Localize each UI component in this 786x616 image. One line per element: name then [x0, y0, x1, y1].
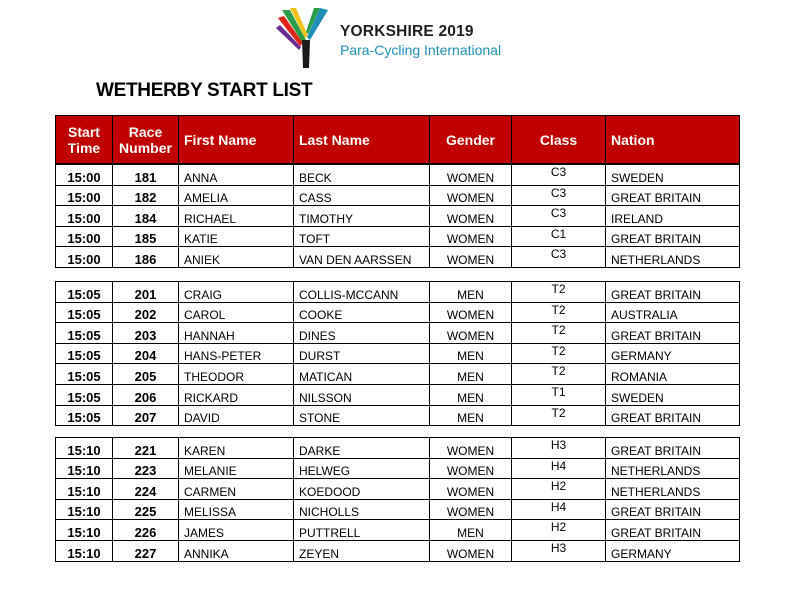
nation-cell: AUSTRALIA: [606, 302, 740, 323]
start-group-1500: [55, 164, 740, 268]
gender-cell: MEN: [430, 282, 512, 303]
start-time-cell: 15:10: [56, 479, 113, 500]
start-time-cell: 15:10: [56, 520, 113, 541]
start-time-cell: 15:10: [56, 499, 113, 520]
class-cell: C1: [512, 226, 606, 247]
table-row: [56, 323, 740, 344]
first-name-cell: ANNA: [179, 165, 294, 186]
first-name-cell: ANIEK: [179, 247, 294, 268]
nation-cell: IRELAND: [606, 206, 740, 227]
table-row: [56, 343, 740, 364]
gender-cell: WOMEN: [430, 302, 512, 323]
col-gender: Gender: [430, 116, 512, 164]
race-number-cell: 182: [113, 185, 179, 206]
class-cell: T2: [512, 364, 606, 385]
race-number-cell: 206: [113, 384, 179, 405]
gender-cell: WOMEN: [430, 165, 512, 186]
first-name-cell: KAREN: [179, 438, 294, 459]
col-start-time: [56, 116, 113, 164]
last-name-cell: DINES: [294, 323, 430, 344]
col-start-time-line1: Start: [68, 123, 100, 140]
start-time-cell: 15:10: [56, 438, 113, 459]
last-name-cell: CASS: [294, 185, 430, 206]
gender-cell: WOMEN: [430, 247, 512, 268]
first-name-cell: DAVID: [179, 405, 294, 426]
logo-title: YORKSHIRE 2019: [340, 23, 474, 40]
nation-cell: GREAT BRITAIN: [606, 323, 740, 344]
start-group-1505: [55, 281, 740, 426]
table-row: [56, 226, 740, 247]
race-number-cell: 207: [113, 405, 179, 426]
class-cell: C3: [512, 165, 606, 186]
start-time-cell: 15:05: [56, 364, 113, 385]
gender-cell: WOMEN: [430, 458, 512, 479]
first-name-cell: ANNIKA: [179, 540, 294, 561]
start-time-cell: 15:10: [56, 458, 113, 479]
nation-cell: GREAT BRITAIN: [606, 438, 740, 459]
first-name-cell: HANNAH: [179, 323, 294, 344]
nation-cell: GREAT BRITAIN: [606, 405, 740, 426]
race-number-cell: 181: [113, 165, 179, 186]
race-number-cell: 205: [113, 364, 179, 385]
race-number-cell: 204: [113, 343, 179, 364]
table-row: [56, 247, 740, 268]
race-number-cell: 203: [113, 323, 179, 344]
race-number-cell: 184: [113, 206, 179, 227]
table-row: [56, 540, 740, 561]
table-row: [56, 479, 740, 500]
class-cell: H4: [512, 458, 606, 479]
race-number-cell: 185: [113, 226, 179, 247]
nation-cell: GERMANY: [606, 540, 740, 561]
nation-cell: GREAT BRITAIN: [606, 226, 740, 247]
first-name-cell: MELISSA: [179, 499, 294, 520]
class-cell: H2: [512, 479, 606, 500]
col-start-time-line2: Time: [67, 139, 101, 156]
table-row: [56, 499, 740, 520]
nation-cell: NETHERLANDS: [606, 247, 740, 268]
nation-cell: NETHERLANDS: [606, 458, 740, 479]
last-name-cell: DARKE: [294, 438, 430, 459]
class-cell: H2: [512, 520, 606, 541]
gender-cell: WOMEN: [430, 540, 512, 561]
table-row: [56, 206, 740, 227]
last-name-cell: ZEYEN: [294, 540, 430, 561]
first-name-cell: MELANIE: [179, 458, 294, 479]
last-name-cell: TIMOTHY: [294, 206, 430, 227]
last-name-cell: COLLIS-MCCANN: [294, 282, 430, 303]
class-cell: T2: [512, 282, 606, 303]
table-row: [56, 282, 740, 303]
start-time-cell: 15:00: [56, 165, 113, 186]
gender-cell: WOMEN: [430, 226, 512, 247]
nation-cell: SWEDEN: [606, 384, 740, 405]
first-name-cell: CRAIG: [179, 282, 294, 303]
table-row: [56, 165, 740, 186]
last-name-cell: TOFT: [294, 226, 430, 247]
table-row: [56, 458, 740, 479]
class-cell: H3: [512, 540, 606, 561]
first-name-cell: RICKARD: [179, 384, 294, 405]
gender-cell: MEN: [430, 364, 512, 385]
table-row: [56, 438, 740, 459]
last-name-cell: VAN DEN AARSSEN: [294, 247, 430, 268]
start-time-cell: 15:00: [56, 185, 113, 206]
start-time-cell: 15:05: [56, 405, 113, 426]
first-name-cell: KATIE: [179, 226, 294, 247]
logo-subtitle: Para-Cycling International: [340, 42, 502, 58]
first-name-cell: CAROL: [179, 302, 294, 323]
table-row: [56, 384, 740, 405]
race-number-cell: 201: [113, 282, 179, 303]
last-name-cell: MATICAN: [294, 364, 430, 385]
event-logo: [276, 6, 520, 70]
col-first-name: First Name: [179, 116, 294, 164]
start-time-cell: 15:05: [56, 343, 113, 364]
gender-cell: WOMEN: [430, 499, 512, 520]
page-title: WETHERBY START LIST: [96, 80, 313, 101]
nation-cell: SWEDEN: [606, 165, 740, 186]
start-time-cell: 15:10: [56, 540, 113, 561]
start-list-header: [55, 115, 740, 164]
last-name-cell: COOKE: [294, 302, 430, 323]
class-cell: T2: [512, 405, 606, 426]
gender-cell: MEN: [430, 405, 512, 426]
class-cell: H3: [512, 438, 606, 459]
first-name-cell: AMELIA: [179, 185, 294, 206]
gender-cell: WOMEN: [430, 323, 512, 344]
col-class: Class: [512, 116, 606, 164]
table-row: [56, 185, 740, 206]
race-number-cell: 186: [113, 247, 179, 268]
last-name-cell: NICHOLLS: [294, 499, 430, 520]
start-group-1510: [55, 437, 740, 562]
first-name-cell: CARMEN: [179, 479, 294, 500]
col-last-name: Last Name: [294, 116, 430, 164]
nation-cell: GERMANY: [606, 343, 740, 364]
gender-cell: WOMEN: [430, 438, 512, 459]
gender-cell: WOMEN: [430, 479, 512, 500]
last-name-cell: PUTTRELL: [294, 520, 430, 541]
start-time-cell: 15:00: [56, 247, 113, 268]
last-name-cell: STONE: [294, 405, 430, 426]
class-cell: T2: [512, 343, 606, 364]
start-time-cell: 15:05: [56, 323, 113, 344]
start-time-cell: 15:05: [56, 384, 113, 405]
gender-cell: MEN: [430, 520, 512, 541]
gender-cell: MEN: [430, 343, 512, 364]
col-nation: Nation: [606, 116, 740, 164]
first-name-cell: JAMES: [179, 520, 294, 541]
class-cell: C3: [512, 247, 606, 268]
last-name-cell: KOEDOOD: [294, 479, 430, 500]
nation-cell: GREAT BRITAIN: [606, 520, 740, 541]
nation-cell: NETHERLANDS: [606, 479, 740, 500]
table-row: [56, 520, 740, 541]
class-cell: T2: [512, 323, 606, 344]
last-name-cell: HELWEG: [294, 458, 430, 479]
last-name-cell: NILSSON: [294, 384, 430, 405]
class-cell: C3: [512, 185, 606, 206]
gender-cell: WOMEN: [430, 185, 512, 206]
first-name-cell: HANS-PETER: [179, 343, 294, 364]
race-number-cell: 202: [113, 302, 179, 323]
first-name-cell: THEODOR: [179, 364, 294, 385]
nation-cell: GREAT BRITAIN: [606, 499, 740, 520]
table-row: [56, 364, 740, 385]
start-time-cell: 15:00: [56, 226, 113, 247]
first-name-cell: RICHAEL: [179, 206, 294, 227]
last-name-cell: BECK: [294, 165, 430, 186]
last-name-cell: DURST: [294, 343, 430, 364]
race-number-cell: 221: [113, 438, 179, 459]
table-row: [56, 405, 740, 426]
col-race-number-line1: Race: [128, 123, 163, 140]
race-number-cell: 224: [113, 479, 179, 500]
class-cell: H4: [512, 499, 606, 520]
start-time-cell: 15:00: [56, 206, 113, 227]
gender-cell: WOMEN: [430, 206, 512, 227]
nation-cell: GREAT BRITAIN: [606, 282, 740, 303]
race-number-cell: 225: [113, 499, 179, 520]
race-number-cell: 226: [113, 520, 179, 541]
col-race-number: [113, 116, 179, 164]
race-number-cell: 223: [113, 458, 179, 479]
class-cell: T2: [512, 302, 606, 323]
start-time-cell: 15:05: [56, 302, 113, 323]
nation-cell: GREAT BRITAIN: [606, 185, 740, 206]
table-row: [56, 302, 740, 323]
col-race-number-line2: Number: [119, 139, 172, 156]
race-number-cell: 227: [113, 540, 179, 561]
gender-cell: MEN: [430, 384, 512, 405]
start-time-cell: 15:05: [56, 282, 113, 303]
nation-cell: ROMANIA: [606, 364, 740, 385]
yorkshire-y-logo-icon: [276, 6, 336, 70]
class-cell: T1: [512, 384, 606, 405]
class-cell: C3: [512, 206, 606, 227]
